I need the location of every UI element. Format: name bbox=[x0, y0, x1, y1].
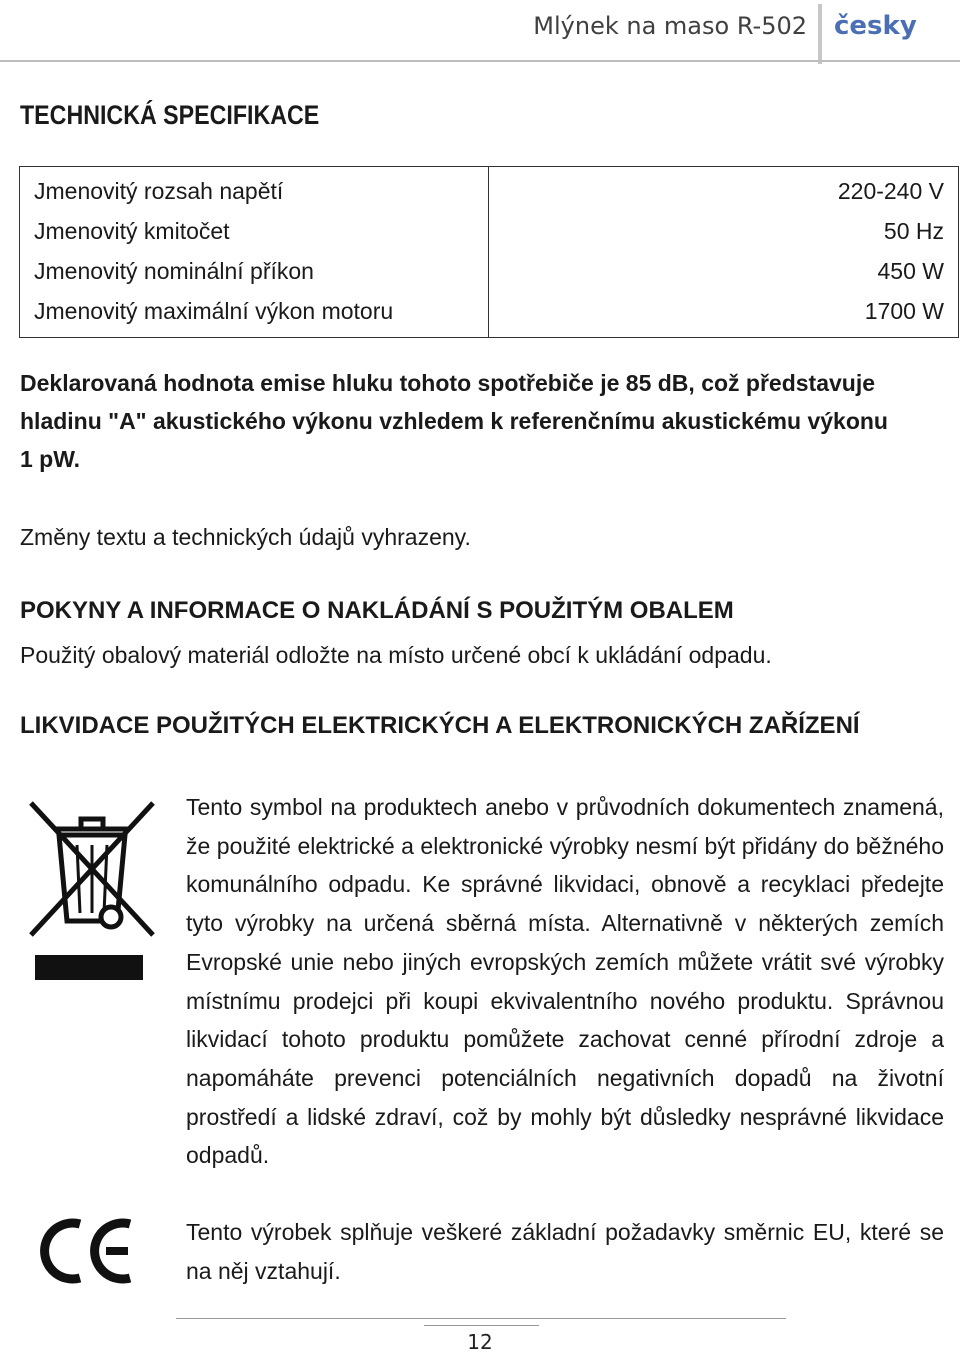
disposal-text: Tento symbol na produktech anebo v průvodních dokumentech znamená, že použité elektrické a elektronické výrobky nesmí být přidány do běžného komunálního odpadu. Ke správné likvidaci, obnově a recyklaci předejte tyto výrobky na určená sběrná místa. Alternativně v některých zemích Evropské unie nebo jiných evropských zemích můžete vrátit své výrobky místnímu prodejci při koupi ekvivalentního nového produktu. Správnou likvidací tohoto produktu pomůžete zachovat cenné přírodní zdroje a napomáháte prevenci potenciálních negativních dopadů na životní prostředí a lidské zdraví, což by mohly být důsledky nesprávné likvidace odpadů. bbox=[186, 794, 944, 1169]
header-separator bbox=[818, 4, 822, 64]
noise-line-2: hladinu "A" akustického výkonu vzhledem k referenčnímu akustickému výkonu bbox=[20, 408, 888, 434]
table-row bbox=[20, 167, 959, 212]
spec-value: 1700 W bbox=[489, 291, 959, 338]
spec-value: 220-240 V bbox=[489, 167, 959, 212]
packaging-text: Použitý obalový materiál odložte na místo určené obcí k ukládání odpadu. bbox=[20, 642, 772, 668]
spec-label: Jmenovitý nominální příkon bbox=[20, 251, 489, 291]
header-rule bbox=[0, 60, 960, 62]
page-header bbox=[0, 0, 960, 62]
ce-text: Tento výrobek splňuje veškeré základní požadavky směrnic EU, které se na něj vztahují. bbox=[186, 1219, 944, 1284]
ce-mark-icon bbox=[36, 1216, 136, 1286]
footer-rule-short bbox=[424, 1325, 539, 1326]
packaging-heading: POKYNY A INFORMACE O NAKLÁDÁNÍ S POUŽITÝM OBALEM bbox=[20, 597, 734, 624]
footer-rule bbox=[176, 1318, 786, 1319]
noise-declaration bbox=[20, 364, 945, 478]
language-label: česky bbox=[834, 11, 917, 41]
page-number: 12 bbox=[467, 1330, 493, 1354]
spec-heading: TECHNICKÁ SPECIFIKACE bbox=[20, 100, 320, 130]
crossed-bin-icon bbox=[25, 795, 160, 985]
spec-label: Jmenovitý maximální výkon motoru bbox=[20, 291, 489, 338]
spec-value: 450 W bbox=[489, 251, 959, 291]
noise-line-3: 1 pW. bbox=[20, 446, 81, 472]
table-row bbox=[20, 291, 959, 338]
table-row bbox=[20, 251, 959, 291]
disposal-heading: LIKVIDACE POUŽITÝCH ELEKTRICKÝCH A ELEKTRONICKÝCH ZAŘÍZENÍ bbox=[20, 712, 860, 739]
changes-note: Změny textu a technických údajů vyhrazeny. bbox=[20, 524, 471, 550]
document-title: Mlýnek na maso R-502 bbox=[533, 12, 807, 40]
spec-value: 50 Hz bbox=[489, 211, 959, 251]
noise-line-1: Deklarovaná hodnota emise hluku tohoto spotřebiče je 85 dB, což představuje bbox=[20, 370, 876, 396]
spec-table bbox=[19, 166, 959, 338]
spec-label: Jmenovitý kmitočet bbox=[20, 211, 489, 251]
table-row bbox=[20, 211, 959, 251]
spec-label: Jmenovitý rozsah napětí bbox=[20, 167, 489, 212]
